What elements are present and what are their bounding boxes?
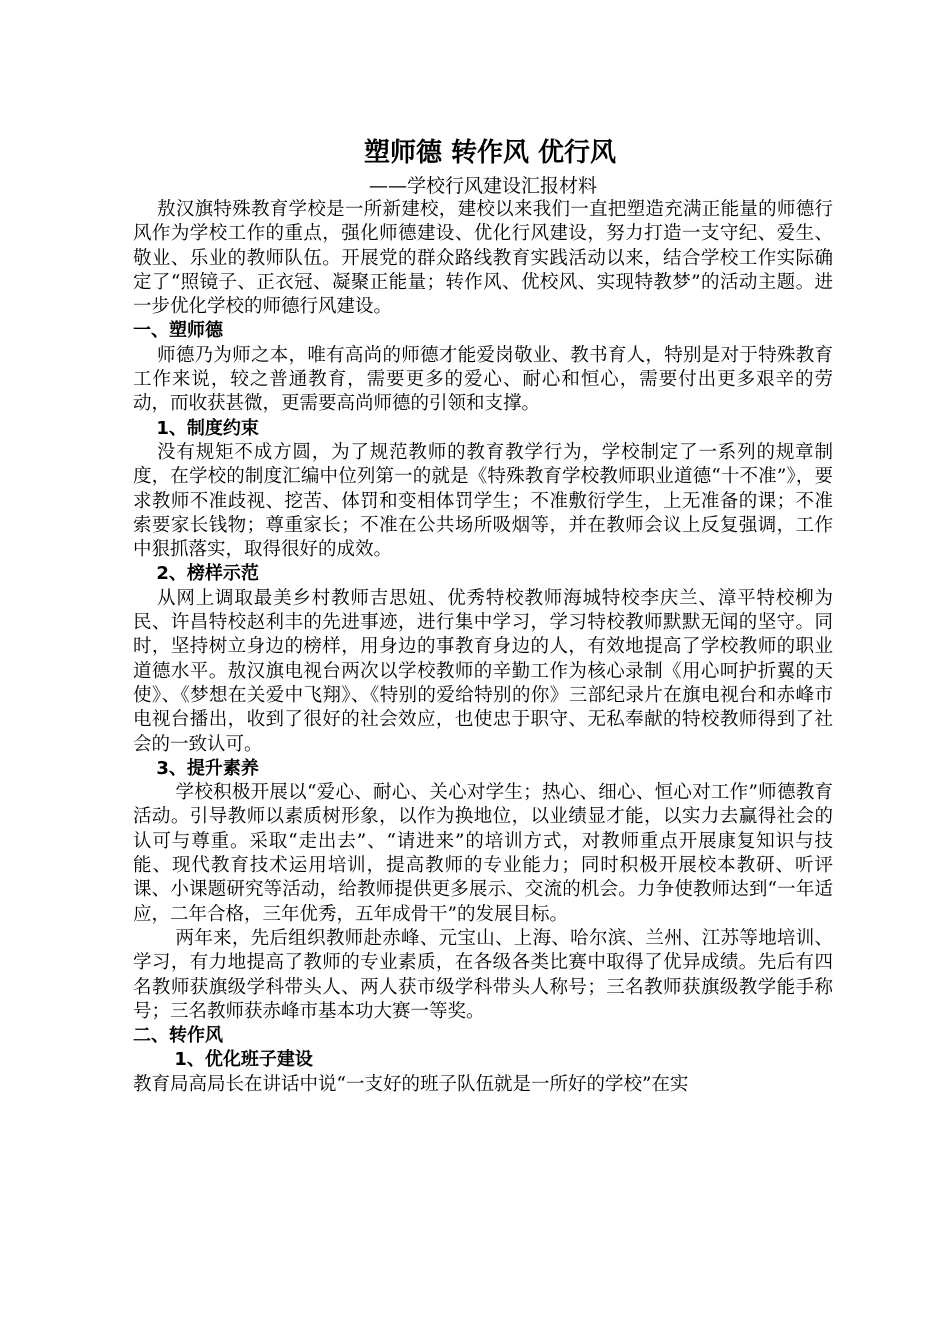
- document-page: [133, 136, 833, 1097]
- subsection-1-3-paragraph-1: 学校积极开展以“爱心、耐心、关心对学生；热心、细心、恒心对工作”师德教育活动。引导教师以素质树形象，以作为换地位，以业绩显才能，以实力去赢得社会的认可与尊重。采取“走出去”、“请进来”的培训方式，对教师重点开展康复知识与技能、现代教育技术运用培训，提高教师的专业能力；同时积极开展校本教研、听评课、小课题研究等活动，给教师提供更多展示、交流的机会。力争使教师达到“一年适应，二年合格，三年优秀，五年成骨干”的发展目标。: [133, 782, 833, 925]
- subsection-heading-1-2: 2、榜样示范: [156, 563, 259, 585]
- subsection-2-1-paragraph: 教育局高局长在讲话中说“一支好的班子队伍就是一所好的学校”在实: [133, 1073, 689, 1095]
- intro-paragraph: 敖汉旗特殊教育学校是一所新建校，建校以来我们一直把塑造充满正能量的师德行风作为学校工作的重点，强化师德建设、优化行风建设，努力打造一支守纪、爱生、敬业、乐业的教师队伍。开展党的群众路线教育实践活动以来，结合学校工作实际确定了“照镜子、正衣冠、凝聚正能量；转作风、优校风、实现特教梦”的活动主题。进一步优化学校的师德行风建设。: [133, 199, 833, 318]
- subsection-heading-1-1: 1、制度约束: [156, 417, 259, 439]
- subsection-1-1-paragraph: 没有规矩不成方圆，为了规范教师的教育教学行为，学校制定了一系列的规章制度，在学校的制度汇编中位列第一的就是《特殊教育学校教师职业道德“十不准”》，要求教师不准歧视、挖苦、体罚和变相体罚学生；不准敷衍学生，上无准备的课；不准索要家长钱物；尊重家长；不准在公共场所吸烟等，并在教师会议上反复强调，工作中狠抓落实，取得很好的成效。: [133, 441, 833, 561]
- document-subtitle: ——学校行风建设汇报材料: [368, 175, 597, 197]
- section-heading-2: 二、转作风: [133, 1025, 223, 1047]
- subsection-1-2-paragraph: 从网上调取最美乡村教师吉思妞、优秀特校教师海城特校李庆兰、漳平特校柳为民、许昌特校赵利丰的先进事迹，进行集中学习，学习特校教师默默无闻的坚守。同时，坚持树立身边的榜样，用身边的事教育身边的人，有效地提高了学校教师的职业道德水平。敖汉旗电视台两次以学校教师的辛勤工作为核心录制《用心呵护折翼的天使》、《梦想在关爱中飞翔》、《特别的爱给特别的你》三部纪录片在旗电视台和赤峰市电视台播出，收到了很好的社会效应，也使忠于职守、无私奉献的特校教师得到了社会的一致认可。: [133, 587, 833, 755]
- section-heading-1: 一、塑师德: [133, 320, 223, 342]
- subsection-heading-2-1: 1、优化班子建设: [174, 1049, 313, 1071]
- subsection-heading-1-3: 3、提升素养: [156, 757, 259, 779]
- subsection-1-3-paragraph-2: 两年来，先后组织教师赴赤峰、元宝山、上海、哈尔滨、兰州、江苏等地培训、学习，有力地提高了教师的专业素质，在各级各类比赛中取得了优异成绩。先后有四名教师获旗级学科带头人、两人获市级学科带头人称号；三名教师获旗级教学能手称号；三名教师获赤峰市基本功大赛一等奖。: [133, 927, 833, 1022]
- section1-intro-paragraph: 师德乃为师之本，唯有高尚的师德才能爱岗敬业、教书育人，特别是对于特殊教育工作来说，较之普通教育，需要更多的爱心、耐心和恒心，需要付出更多艰辛的劳动，而收获甚微，更需要高尚师德的引领和支撑。: [133, 344, 833, 415]
- document-title: 塑师德 转作风 优行风: [363, 138, 617, 168]
